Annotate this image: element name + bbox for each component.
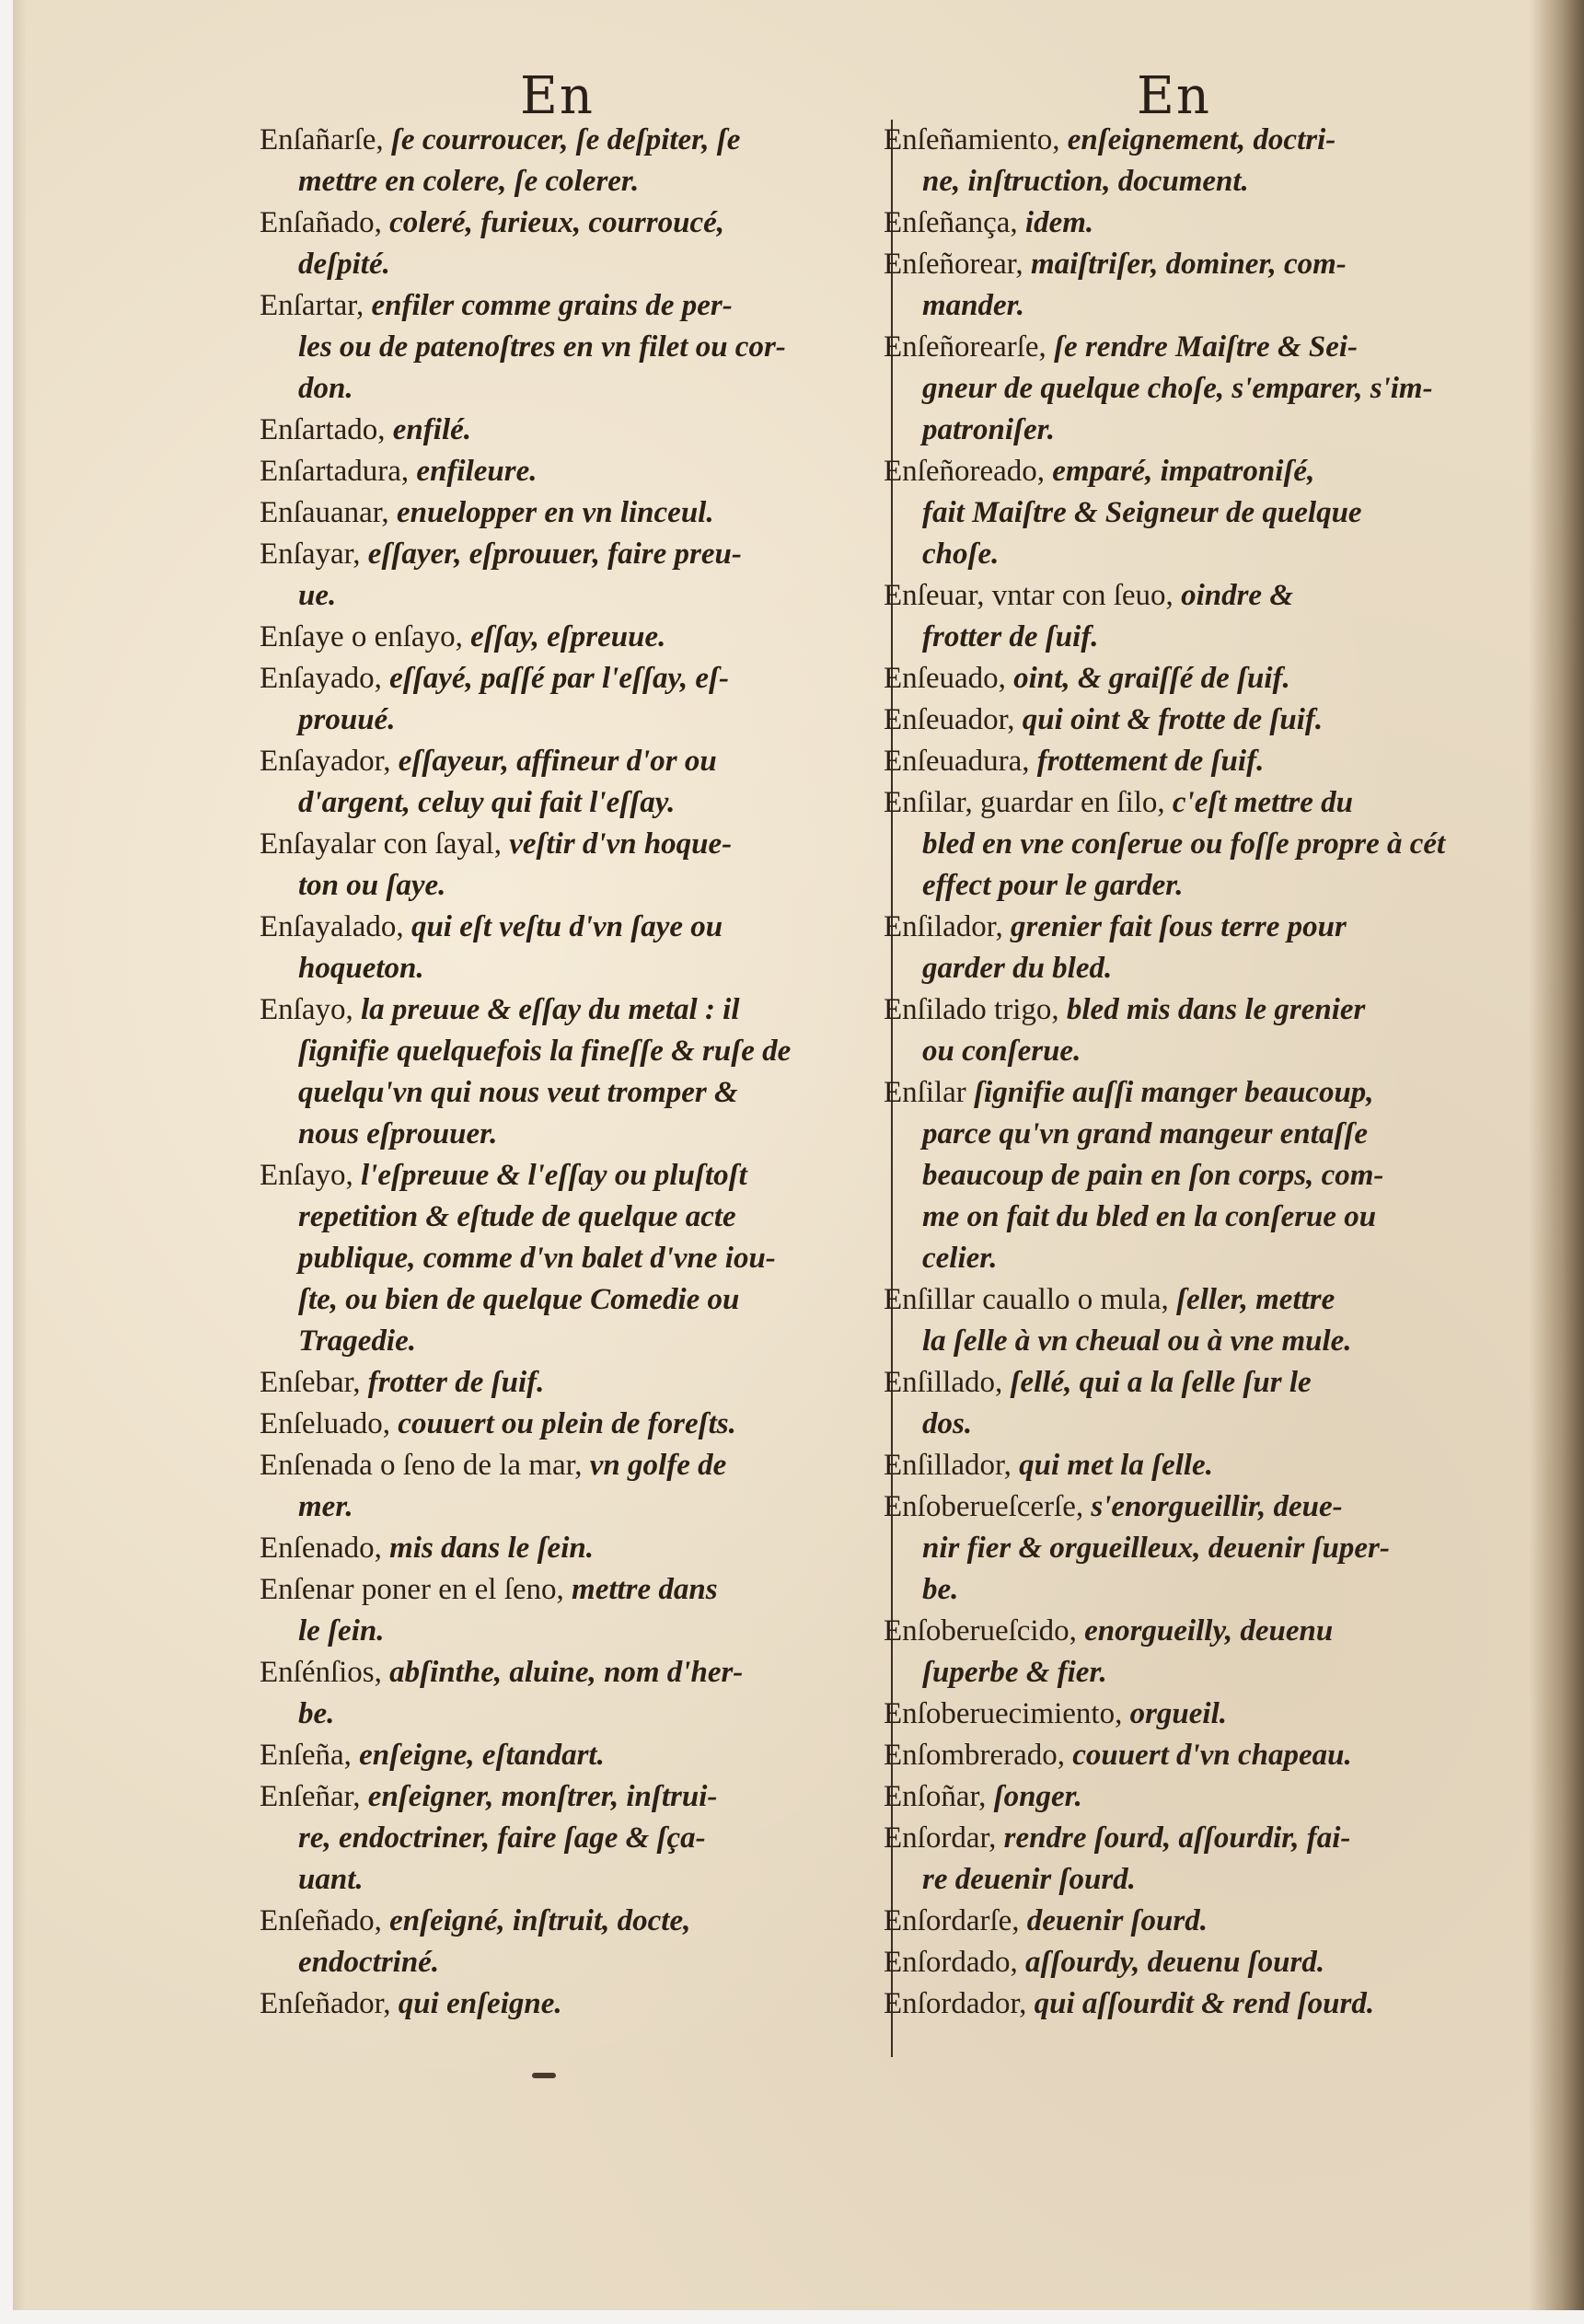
entry-first-line bbox=[884, 1072, 1493, 1114]
entry-definition: choſe. bbox=[922, 538, 1000, 571]
entry-definition: d'argent, celuy qui fait l'eſſay. bbox=[298, 786, 676, 819]
entry-continuation-line bbox=[260, 1031, 867, 1072]
entry-first-line bbox=[260, 410, 867, 451]
dictionary-entry bbox=[884, 1611, 1493, 1694]
dictionary-entry bbox=[884, 1942, 1493, 1983]
dictionary-entry bbox=[260, 410, 867, 451]
dictionary-entry bbox=[260, 1652, 867, 1735]
entry-definition: ſe courroucer, ſe deſpiter, ſe bbox=[390, 123, 741, 156]
entry-definition: eſſayé, paſſé par l'eſſay, eſ- bbox=[389, 662, 730, 695]
entry-definition: oindre & bbox=[1181, 579, 1293, 612]
entry-first-line bbox=[884, 575, 1493, 617]
entry-first-line bbox=[884, 120, 1493, 161]
entry-definition: ue. bbox=[298, 579, 337, 612]
entry-definition: publique, comme d'vn balet d'vne iou- bbox=[298, 1242, 776, 1275]
page-binding-shadow bbox=[1529, 0, 1584, 2310]
entry-definition: mis dans le ſein. bbox=[389, 1532, 594, 1565]
entry-definition: quelqu'vn qui nous veut tromper & bbox=[298, 1076, 738, 1109]
entry-definition: maiſtriſer, dominer, com- bbox=[1030, 248, 1347, 281]
entry-headword: Enſenar poner en el ſeno, bbox=[260, 1573, 572, 1606]
dictionary-entry bbox=[884, 1362, 1493, 1445]
entry-definition: uant. bbox=[298, 1863, 364, 1896]
entry-continuation-line bbox=[884, 1652, 1493, 1694]
entry-continuation-line bbox=[884, 285, 1493, 327]
entry-headword: Enſordarſe, bbox=[884, 1904, 1027, 1937]
dictionary-entry bbox=[260, 658, 867, 741]
dictionary-entry bbox=[260, 907, 867, 989]
entry-first-line bbox=[884, 202, 1493, 244]
entry-headword: Enſoberueſcerſe, bbox=[884, 1490, 1092, 1523]
dictionary-entry bbox=[884, 1445, 1493, 1486]
entry-definition: don. bbox=[298, 372, 353, 405]
entry-headword: Enſenado, bbox=[260, 1532, 390, 1565]
entry-definition: la ſelle à vn cheual ou à vne mule. bbox=[922, 1324, 1352, 1358]
entry-headword: Enſeluado, bbox=[260, 1407, 399, 1440]
dictionary-entry bbox=[884, 1818, 1493, 1901]
entry-definition: enſeigner, monſtrer, inſtrui- bbox=[367, 1780, 718, 1813]
entry-headword: Enſoberuecimiento, bbox=[884, 1697, 1130, 1730]
entry-first-line bbox=[260, 1404, 867, 1445]
dictionary-entry bbox=[884, 202, 1493, 244]
entry-headword: Enſordado, bbox=[884, 1946, 1025, 1979]
entry-continuation-line bbox=[260, 1238, 867, 1279]
entry-first-line bbox=[884, 1611, 1493, 1652]
entry-definition: mander. bbox=[922, 289, 1024, 322]
entry-continuation-line bbox=[884, 1114, 1493, 1155]
entry-first-line bbox=[884, 1901, 1493, 1942]
entry-first-line bbox=[260, 1569, 867, 1611]
entry-headword: Enſilar bbox=[884, 1076, 975, 1109]
entry-continuation-line bbox=[260, 782, 867, 824]
entry-continuation-line bbox=[884, 617, 1493, 658]
entry-first-line bbox=[884, 989, 1493, 1031]
entry-headword: Enſilado trigo, bbox=[884, 993, 1067, 1026]
dictionary-entry bbox=[260, 617, 867, 658]
dictionary-entry bbox=[260, 1155, 867, 1362]
entry-definition: idem. bbox=[1024, 206, 1094, 239]
entry-definition: emparé, impatroniſé, bbox=[1052, 455, 1315, 488]
entry-definition: re deuenir ſourd. bbox=[922, 1863, 1136, 1896]
dictionary-column-right bbox=[884, 120, 1493, 2025]
entry-headword: Enſeñoreado, bbox=[884, 455, 1053, 488]
dictionary-entry bbox=[260, 824, 867, 907]
entry-definition: mer. bbox=[298, 1490, 353, 1523]
entry-definition: eſſay, eſpreuue. bbox=[470, 620, 666, 653]
dictionary-entry bbox=[260, 1569, 867, 1652]
entry-definition: Tragedie. bbox=[298, 1324, 416, 1358]
entry-continuation-line bbox=[260, 161, 867, 202]
entry-headword: Enſayo, bbox=[260, 1159, 361, 1192]
entry-definition: qui enſeigne. bbox=[398, 1987, 562, 2020]
entry-headword: Enſeñado, bbox=[260, 1904, 390, 1937]
entry-continuation-line bbox=[884, 1155, 1493, 1197]
entry-continuation-line bbox=[884, 1569, 1493, 1611]
entry-definition: orgueil. bbox=[1129, 1697, 1228, 1730]
dictionary-entry bbox=[260, 492, 867, 534]
entry-definition: qui eſt veſtu d'vn ſaye ou bbox=[410, 910, 723, 943]
entry-continuation-line bbox=[260, 327, 867, 368]
entry-continuation-line bbox=[260, 1611, 867, 1652]
entry-first-line bbox=[260, 534, 867, 575]
entry-continuation-line bbox=[260, 865, 867, 907]
entry-first-line bbox=[884, 1942, 1493, 1983]
dictionary-entry bbox=[260, 1404, 867, 1445]
entry-headword: Enſartado, bbox=[260, 413, 393, 446]
entry-first-line bbox=[260, 989, 867, 1031]
entry-first-line bbox=[884, 741, 1493, 782]
entry-continuation-line bbox=[260, 1694, 867, 1735]
entry-definition: be. bbox=[298, 1697, 335, 1730]
entry-definition: coleré, furieux, courroucé, bbox=[389, 206, 725, 239]
entry-first-line bbox=[884, 782, 1493, 824]
entry-definition: vn golfe de bbox=[589, 1449, 727, 1482]
entry-headword: Enſeuador, bbox=[884, 703, 1023, 736]
entry-definition: repetition & eſtude de quelque acte bbox=[298, 1200, 736, 1233]
entry-definition: me on fait du bled en la conſerue ou bbox=[922, 1200, 1377, 1233]
entry-definition: enſeignement, doctri- bbox=[1067, 123, 1336, 156]
entry-definition: effect pour le garder. bbox=[922, 869, 1184, 902]
dictionary-entry bbox=[260, 1735, 867, 1776]
entry-first-line bbox=[260, 907, 867, 948]
entry-headword: Enſayador, bbox=[260, 745, 399, 778]
entry-definition: bled mis dans le grenier bbox=[1066, 993, 1366, 1026]
entry-definition: grenier fait ſous terre pour bbox=[1010, 910, 1347, 943]
entry-headword: Enſordar, bbox=[884, 1821, 1004, 1855]
entry-continuation-line bbox=[260, 1818, 867, 1859]
entry-headword: Enſoñar, bbox=[884, 1780, 994, 1813]
entry-continuation-line bbox=[884, 410, 1493, 451]
entry-headword: Enſillador, bbox=[884, 1449, 1020, 1482]
entry-first-line bbox=[260, 741, 867, 782]
entry-definition: enfiler comme grains de per- bbox=[371, 289, 733, 322]
dictionary-entry bbox=[260, 1776, 867, 1901]
dictionary-entry bbox=[884, 782, 1493, 907]
entry-headword: Enſayo, bbox=[260, 993, 361, 1026]
entry-first-line bbox=[884, 700, 1493, 741]
entry-first-line bbox=[260, 120, 867, 161]
entry-continuation-line bbox=[260, 1114, 867, 1155]
dictionary-entry bbox=[884, 1486, 1493, 1611]
dictionary-entry bbox=[260, 1901, 867, 1983]
entry-continuation-line bbox=[884, 368, 1493, 410]
page-ornament bbox=[532, 2073, 556, 2078]
dictionary-entry bbox=[260, 1983, 867, 2025]
dictionary-entry bbox=[260, 120, 867, 202]
entry-continuation-line bbox=[260, 1321, 867, 1362]
entry-first-line bbox=[260, 1652, 867, 1694]
dictionary-entry bbox=[884, 120, 1493, 202]
entry-continuation-line bbox=[884, 1321, 1493, 1362]
entry-continuation-line bbox=[260, 368, 867, 410]
entry-continuation-line bbox=[260, 1942, 867, 1983]
entry-definition: le ſein. bbox=[298, 1614, 385, 1648]
entry-headword: Enſartadura, bbox=[260, 455, 417, 488]
entry-definition: frotter de ſuif. bbox=[367, 1366, 545, 1399]
dictionary-entry bbox=[260, 202, 867, 285]
dictionary-entry bbox=[884, 907, 1493, 989]
entry-first-line bbox=[884, 1818, 1493, 1859]
entry-headword: Enſayar, bbox=[260, 538, 368, 571]
entry-definition: ſe rendre Maiſtre & Sei- bbox=[1054, 330, 1359, 364]
entry-first-line bbox=[260, 1445, 867, 1486]
entry-first-line bbox=[260, 1776, 867, 1818]
running-header-right: En bbox=[1137, 66, 1211, 126]
entry-continuation-line bbox=[884, 161, 1493, 202]
dictionary-entry bbox=[884, 451, 1493, 575]
entry-first-line bbox=[260, 285, 867, 327]
dictionary-entry bbox=[260, 1362, 867, 1404]
entry-first-line bbox=[260, 1528, 867, 1569]
entry-continuation-line bbox=[260, 244, 867, 285]
entry-definition: mettre en colere, ſe colerer. bbox=[298, 165, 640, 198]
dictionary-entry bbox=[884, 1279, 1493, 1362]
entry-headword: Enſoberueſcido, bbox=[884, 1614, 1085, 1648]
entry-headword: Enſayalar con ſayal, bbox=[260, 827, 510, 861]
entry-definition: patroniſer. bbox=[922, 413, 1055, 446]
dictionary-entry bbox=[260, 741, 867, 824]
entry-continuation-line bbox=[884, 534, 1493, 575]
dictionary-entry bbox=[884, 700, 1493, 741]
dictionary-entry bbox=[260, 534, 867, 617]
entry-definition: re, endoctriner, faire ſage & ſça- bbox=[298, 1821, 706, 1855]
entry-headword: Enſeuar, vntar con ſeuo, bbox=[884, 579, 1182, 612]
entry-headword: Enſillar cauallo o mula, bbox=[884, 1283, 1176, 1316]
entry-definition: nir fier & orgueilleux, deuenir ſuper- bbox=[922, 1532, 1390, 1565]
entry-definition: enfileure. bbox=[416, 455, 538, 488]
entry-headword: Enſilar, guardar en ſilo, bbox=[884, 786, 1173, 819]
entry-definition: deuenir ſourd. bbox=[1026, 1904, 1208, 1937]
entry-definition: ſonger. bbox=[993, 1780, 1082, 1813]
entry-definition: ſignifie auſſi manger beaucoup, bbox=[974, 1076, 1374, 1109]
entry-definition: ton ou ſaye. bbox=[298, 869, 446, 902]
entry-first-line bbox=[884, 1776, 1493, 1818]
entry-headword: Enſeuado, bbox=[884, 662, 1014, 695]
dictionary-entry bbox=[884, 327, 1493, 451]
dictionary-column-left bbox=[260, 120, 867, 2025]
entry-definition: dos. bbox=[922, 1407, 973, 1440]
entry-definition: be. bbox=[922, 1573, 959, 1606]
entry-continuation-line bbox=[884, 1238, 1493, 1279]
page-left-edge bbox=[13, 0, 26, 2310]
entry-definition: nous eſprouuer. bbox=[298, 1117, 498, 1150]
entry-first-line bbox=[884, 1486, 1493, 1528]
dictionary-entry bbox=[884, 989, 1493, 1072]
dictionary-entry bbox=[884, 575, 1493, 658]
entry-definition: hoqueton. bbox=[298, 952, 424, 985]
entry-first-line bbox=[260, 1983, 867, 2025]
entry-first-line bbox=[884, 451, 1493, 492]
dictionary-entry bbox=[884, 1072, 1493, 1279]
dictionary-entry bbox=[260, 285, 867, 410]
entry-definition: endoctriné. bbox=[298, 1946, 440, 1979]
entry-headword: Enſénſios, bbox=[260, 1656, 390, 1689]
entry-headword: Enſeñorearſe, bbox=[884, 330, 1055, 364]
entry-first-line bbox=[260, 617, 867, 658]
entry-headword: Enſeñorear, bbox=[884, 248, 1031, 281]
dictionary-entry bbox=[884, 1776, 1493, 1818]
entry-headword: Enſeñamiento, bbox=[884, 123, 1068, 156]
entry-headword: Enſeñança, bbox=[884, 206, 1025, 239]
entry-first-line bbox=[260, 202, 867, 244]
entry-definition: beaucoup de pain en ſon corps, com- bbox=[922, 1159, 1384, 1192]
entry-first-line bbox=[884, 244, 1493, 285]
entry-continuation-line bbox=[884, 1031, 1493, 1072]
entry-definition: ou conſerue. bbox=[922, 1035, 1081, 1068]
entry-headword: Enſartar, bbox=[260, 289, 372, 322]
entry-headword: Enſillado, bbox=[884, 1366, 1011, 1399]
entry-headword: Enſañarſe, bbox=[260, 123, 391, 156]
entry-headword: Enſenada o ſeno de la mar, bbox=[260, 1449, 590, 1482]
entry-definition: couuert d'vn chapeau. bbox=[1072, 1739, 1352, 1772]
dictionary-entry bbox=[260, 989, 867, 1155]
dictionary-entry bbox=[884, 741, 1493, 782]
entry-first-line bbox=[260, 492, 867, 534]
entry-first-line bbox=[260, 1155, 867, 1197]
entry-continuation-line bbox=[884, 1404, 1493, 1445]
entry-continuation-line bbox=[260, 1486, 867, 1528]
entry-definition: ſignifie quelquefois la fineſſe & ruſe de bbox=[298, 1035, 792, 1068]
entry-first-line bbox=[260, 451, 867, 492]
entry-headword: Enſombrerado, bbox=[884, 1739, 1073, 1772]
dictionary-entry bbox=[884, 1735, 1493, 1776]
entry-definition: celier. bbox=[922, 1242, 998, 1275]
entry-headword: Enſebar, bbox=[260, 1366, 368, 1399]
entry-definition: rendre ſourd, aſſourdir, fai- bbox=[1003, 1821, 1351, 1855]
entry-definition: abſinthe, aluine, nom d'her- bbox=[389, 1656, 744, 1689]
dictionary-entry bbox=[884, 658, 1493, 700]
dictionary-entry bbox=[884, 1983, 1493, 2025]
entry-headword: Enſeña, bbox=[260, 1739, 360, 1772]
entry-first-line bbox=[884, 907, 1493, 948]
dictionary-entry bbox=[260, 1528, 867, 1569]
entry-definition: frottement de ſuif. bbox=[1036, 745, 1265, 778]
entry-definition: qui oint & frotte de ſuif. bbox=[1022, 703, 1324, 736]
entry-definition: c'eſt mettre du bbox=[1172, 786, 1354, 819]
entry-definition: qui met la ſelle. bbox=[1019, 1449, 1213, 1482]
entry-headword: Enſaye o enſayo, bbox=[260, 620, 471, 653]
entry-definition: enſeigné, inſtruit, docte, bbox=[389, 1904, 691, 1937]
dictionary-entry bbox=[260, 451, 867, 492]
entry-continuation-line bbox=[260, 1197, 867, 1238]
entry-definition: oint, & graiſſé de ſuif. bbox=[1013, 662, 1290, 695]
entry-definition: couuert ou plein de foreſts. bbox=[398, 1407, 736, 1440]
entry-definition: enuelopper en vn linceul. bbox=[396, 496, 714, 529]
entry-definition: ſellé, qui a la ſelle ſur le bbox=[1010, 1366, 1312, 1399]
entry-continuation-line bbox=[260, 948, 867, 989]
entry-definition: la preuue & eſſay du metal : il bbox=[360, 993, 740, 1026]
entry-definition: ſeller, mettre bbox=[1175, 1283, 1335, 1316]
entry-continuation-line bbox=[260, 1072, 867, 1114]
running-header-left: En bbox=[520, 66, 595, 126]
entry-continuation-line bbox=[884, 492, 1493, 534]
entry-definition: mettre dans bbox=[572, 1573, 718, 1606]
entry-definition: parce qu'vn grand mangeur entaſſe bbox=[922, 1117, 1369, 1150]
entry-first-line bbox=[884, 1735, 1493, 1776]
entry-definition: s'enorgueillir, deue- bbox=[1091, 1490, 1343, 1523]
entry-headword: Enſayalado, bbox=[260, 910, 411, 943]
entry-first-line bbox=[260, 824, 867, 865]
entry-definition: ſte, ou bien de quelque Comedie ou bbox=[298, 1283, 740, 1316]
entry-first-line bbox=[884, 1694, 1493, 1735]
entry-definition: eſſayer, eſprouuer, faire preu- bbox=[367, 538, 742, 571]
entry-definition: prouué. bbox=[298, 703, 396, 736]
entry-first-line bbox=[884, 1279, 1493, 1321]
entry-definition: ne, inſtruction, document. bbox=[922, 165, 1249, 198]
entry-definition: veſtir d'vn hoque- bbox=[509, 827, 733, 861]
entry-first-line bbox=[260, 1735, 867, 1776]
entry-first-line bbox=[884, 1445, 1493, 1486]
entry-definition: bled en vne conſerue ou foſſe propre à cét bbox=[922, 827, 1446, 861]
entry-first-line bbox=[260, 1362, 867, 1404]
dictionary-entry bbox=[260, 1445, 867, 1528]
entry-definition: enfilé. bbox=[392, 413, 472, 446]
dictionary-entry bbox=[884, 244, 1493, 327]
entry-continuation-line bbox=[884, 824, 1493, 865]
entry-definition: aſſourdy, deuenu ſourd. bbox=[1024, 1946, 1325, 1979]
entry-continuation-line bbox=[884, 948, 1493, 989]
entry-continuation-line bbox=[884, 1528, 1493, 1569]
entry-first-line bbox=[884, 1362, 1493, 1404]
entry-first-line bbox=[260, 1901, 867, 1942]
entry-headword: Enſilador, bbox=[884, 910, 1011, 943]
entry-headword: Enſañado, bbox=[260, 206, 390, 239]
entry-headword: Enſauanar, bbox=[260, 496, 397, 529]
entry-definition: eſſayeur, affineur d'or ou bbox=[398, 745, 717, 778]
entry-definition: gneur de quelque choſe, s'emparer, s'im- bbox=[922, 372, 1433, 405]
entry-definition: enſeigne, eſtandart. bbox=[359, 1739, 605, 1772]
entry-first-line bbox=[884, 658, 1493, 700]
entry-definition: l'eſpreuue & l'eſſay ou pluſtoſt bbox=[360, 1159, 747, 1192]
entry-definition: qui aſſourdit & rend ſourd. bbox=[1034, 1987, 1375, 2020]
entry-continuation-line bbox=[260, 575, 867, 617]
entry-definition: enorgueilly, deuenu bbox=[1084, 1614, 1334, 1648]
entry-continuation-line bbox=[884, 1197, 1493, 1238]
entry-continuation-line bbox=[260, 1859, 867, 1901]
entry-continuation-line bbox=[260, 1279, 867, 1321]
entry-headword: Enſeñar, bbox=[260, 1780, 368, 1813]
entry-headword: Enſeñador, bbox=[260, 1987, 399, 2020]
entry-definition: deſpité. bbox=[298, 248, 390, 281]
entry-first-line bbox=[884, 1983, 1493, 2025]
entry-definition: garder du bled. bbox=[922, 952, 1113, 985]
entry-headword: Enſeuadura, bbox=[884, 745, 1037, 778]
entry-continuation-line bbox=[884, 1859, 1493, 1901]
entry-first-line bbox=[884, 327, 1493, 368]
entry-definition: les ou de patenoſtres en vn filet ou cor- bbox=[298, 330, 786, 364]
entry-definition: frotter de ſuif. bbox=[922, 620, 1099, 653]
dictionary-entry bbox=[884, 1694, 1493, 1735]
dictionary-entry bbox=[884, 1901, 1493, 1942]
entry-headword: Enſayado, bbox=[260, 662, 390, 695]
entry-continuation-line bbox=[884, 865, 1493, 907]
entry-continuation-line bbox=[260, 700, 867, 741]
entry-first-line bbox=[260, 658, 867, 700]
entry-headword: Enſordador, bbox=[884, 1987, 1035, 2020]
entry-definition: ſuperbe & fier. bbox=[922, 1656, 1107, 1689]
entry-definition: fait Maiſtre & Seigneur de quelque bbox=[922, 496, 1362, 529]
